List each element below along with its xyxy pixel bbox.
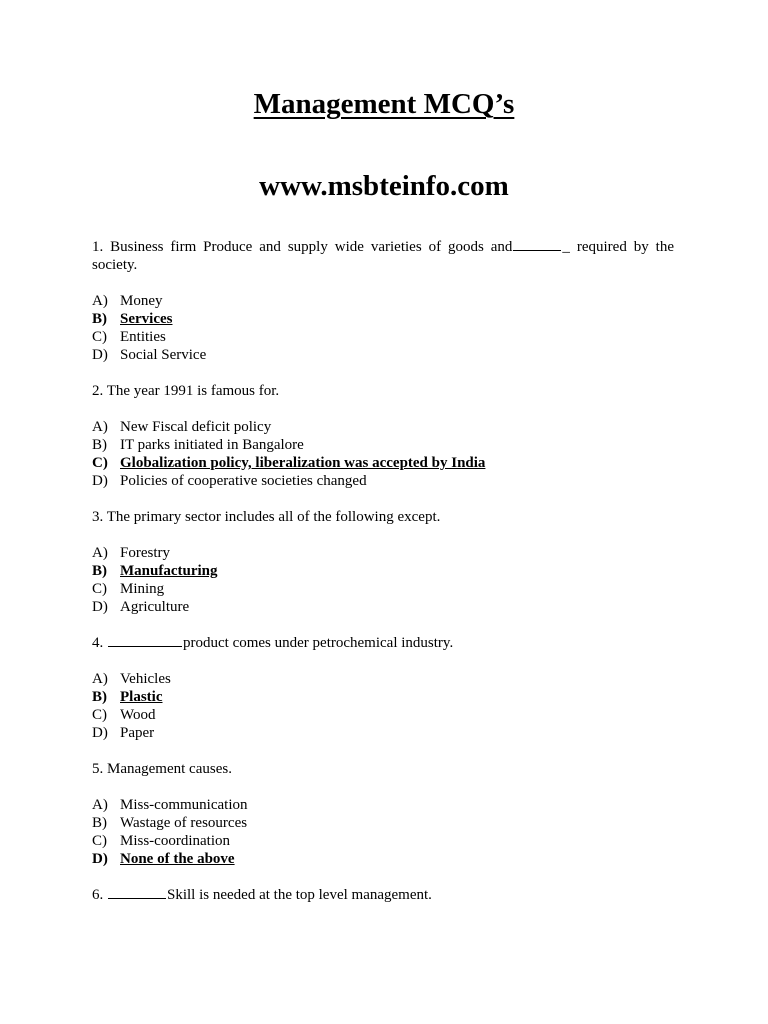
option-text: Wood (120, 707, 156, 723)
option-text: Wastage of resources (120, 815, 248, 831)
option-letter: B) (92, 563, 107, 579)
option-letter: A) (92, 545, 108, 561)
option-text: Plastic (120, 689, 163, 705)
option-text: Miss-coordination (120, 833, 230, 849)
option-text: Miss-communication (120, 797, 248, 813)
option-letter: B) (92, 311, 107, 327)
question-text-end: Skill is needed at the top level management. (167, 887, 432, 903)
option-letter: B) (92, 437, 107, 453)
website-heading: www.msbteinfo.com (259, 170, 509, 202)
option-letter: D) (92, 725, 108, 741)
answer-blank (513, 249, 561, 251)
question-list (92, 238, 674, 922)
option-a (92, 544, 674, 562)
option-letter: D) (92, 851, 108, 867)
option-text: Forestry (120, 545, 170, 561)
option-letter: A) (92, 419, 108, 435)
option-d (92, 472, 674, 490)
question-text: 3. The primary sector includes all of the following except. (92, 509, 441, 525)
question-text-end: required by the society. (92, 239, 674, 273)
option-c (92, 328, 674, 346)
option-text: None of the above (120, 851, 235, 867)
option-b-correct (92, 310, 674, 328)
question-text-start: 4. (92, 635, 107, 651)
question-block (92, 382, 674, 490)
question-text-start: 1. Business firm Produce and supply wide varieties of goods and (92, 239, 513, 255)
option-letter: B) (92, 815, 107, 831)
answer-blank (108, 897, 166, 899)
option-letter: A) (92, 797, 108, 813)
option-a (92, 292, 674, 310)
page-title: Management MCQ’s (253, 88, 515, 120)
option-a (92, 796, 674, 814)
option-letter: C) (92, 581, 107, 597)
question-text (92, 238, 674, 274)
option-d (92, 598, 674, 616)
option-list (92, 418, 674, 490)
option-text: Policies of cooperative societies changed (120, 473, 367, 489)
option-text: Globalization policy, liberalization was accepted by India (120, 455, 486, 471)
question-block (92, 508, 674, 616)
option-letter: A) (92, 671, 108, 687)
question-block (92, 886, 674, 904)
option-text: Entities (120, 329, 166, 345)
option-letter: C) (92, 455, 108, 471)
question-block (92, 760, 674, 868)
option-text: Agriculture (120, 599, 190, 615)
option-b (92, 436, 674, 454)
option-letter: C) (92, 707, 107, 723)
option-a (92, 670, 674, 688)
option-letter: D) (92, 599, 108, 615)
option-letter: D) (92, 347, 108, 363)
option-text: Manufacturing (120, 563, 218, 579)
option-c-correct (92, 454, 674, 472)
question-text-end: product comes under petrochemical industry. (183, 635, 454, 651)
option-letter: A) (92, 293, 108, 309)
option-d-correct (92, 850, 674, 868)
option-d (92, 346, 674, 364)
question-text (92, 886, 674, 904)
option-d (92, 724, 674, 742)
option-list (92, 670, 674, 742)
question-block (92, 238, 674, 364)
option-text: New Fiscal deficit policy (120, 419, 272, 435)
option-list (92, 544, 674, 616)
option-c (92, 832, 674, 850)
question-text: 5. Management causes. (92, 761, 232, 777)
option-c (92, 580, 674, 598)
option-b-correct (92, 562, 674, 580)
answer-blank (108, 645, 182, 647)
question-text (92, 634, 674, 652)
option-text: Services (120, 311, 173, 327)
question-text-start: 6. (92, 887, 107, 903)
option-text: IT parks initiated in Bangalore (120, 437, 304, 453)
option-b-correct (92, 688, 674, 706)
option-letter: D) (92, 473, 108, 489)
option-text: Vehicles (120, 671, 171, 687)
option-a (92, 418, 674, 436)
option-list (92, 292, 674, 364)
option-text: Social Service (120, 347, 207, 363)
option-text: Money (120, 293, 163, 309)
option-letter: C) (92, 329, 107, 345)
option-b (92, 814, 674, 832)
question-blank-mark: _ (562, 239, 570, 255)
option-letter: C) (92, 833, 107, 849)
question-text: 2. The year 1991 is famous for. (92, 383, 280, 399)
question-block (92, 634, 674, 742)
option-letter: B) (92, 689, 107, 705)
option-text: Mining (120, 581, 165, 597)
option-list (92, 796, 674, 868)
option-c (92, 706, 674, 724)
option-text: Paper (120, 725, 155, 741)
